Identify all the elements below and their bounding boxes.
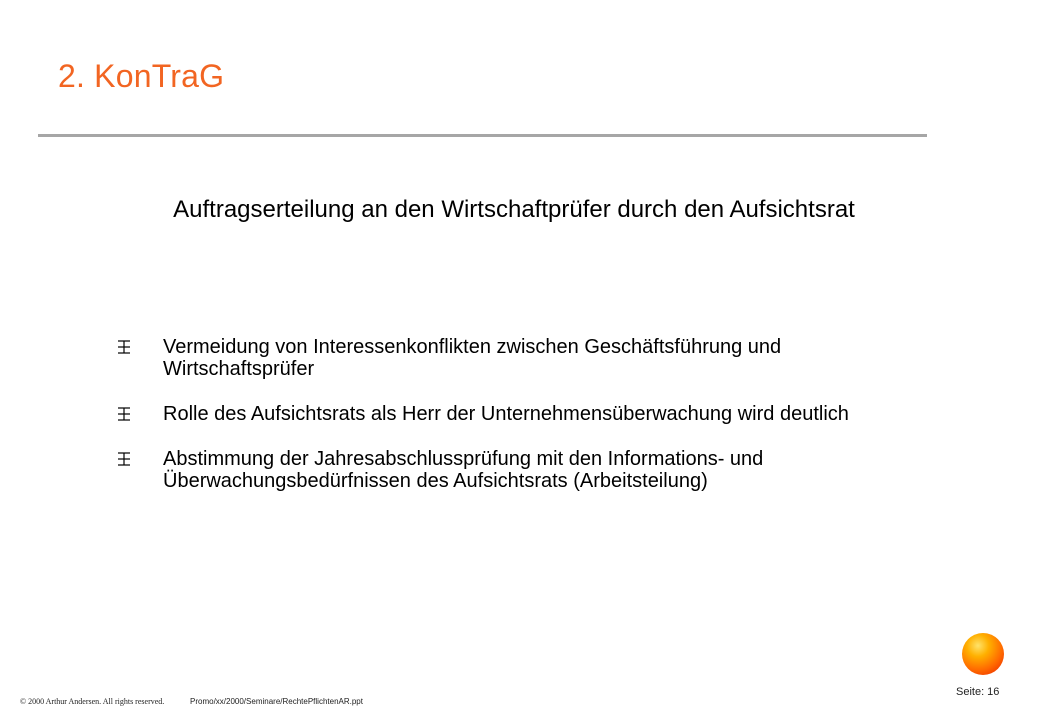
orange-sphere-logo [962,633,1004,675]
title-divider [38,134,927,137]
bullet-item [116,448,916,492]
bullet-item [116,403,916,425]
page-number: Seite: 16 [956,686,1000,698]
bullet-text: Vermeidung von Interessenkonflikten zwischen Geschäftsführung und Wirtschaftsprüfer [163,336,782,380]
bullet-text: Rolle des Aufsichtsrats als Herr der Unternehmensüberwachung wird deutlich [163,403,849,425]
bullet-text: Abstimmung der Jahresabschlussprüfung mit den Informations- und Überwachungsbedürfnissen des Aufsichtsrats (Arbeitsteilung) [163,448,764,492]
bullet-list [116,336,916,515]
square-plus-icon [116,448,163,470]
copyright-notice: © 2000 Arthur Andersen. All rights reserved. [20,697,165,706]
file-path: Promo/xx/2000/Seminare/RechtePflichtenAR.ppt [190,697,363,706]
bullet-item [116,336,916,380]
square-plus-icon [116,403,163,425]
slide-title: 2. KonTraG [58,58,225,94]
square-plus-icon [116,336,163,358]
slide-subtitle: Auftragserteilung an den Wirtschaftprüfer durch den Aufsichtsrat [173,196,855,223]
